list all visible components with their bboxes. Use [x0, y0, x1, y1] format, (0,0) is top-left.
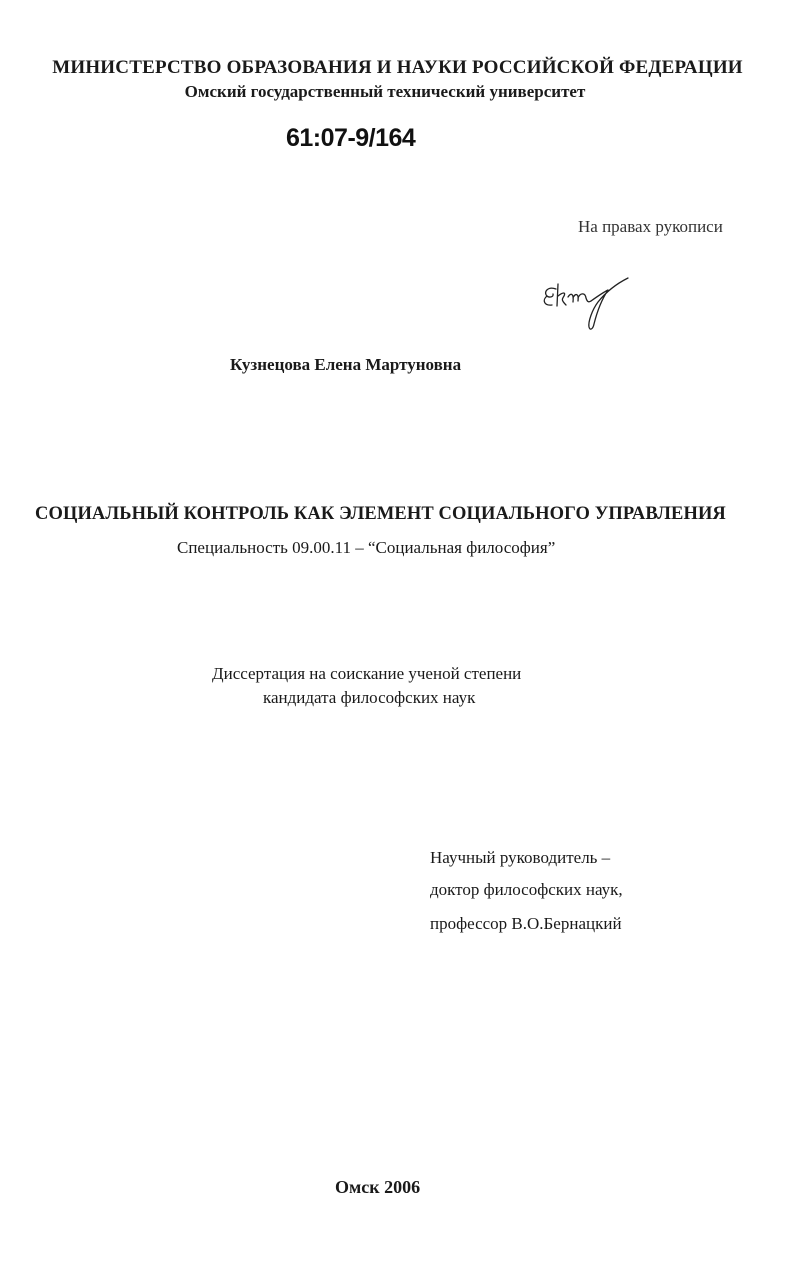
degree-line-2: кандидата философских наук: [263, 688, 476, 707]
thesis-title: СОЦИАЛЬНЫЙ КОНТРОЛЬ КАК ЭЛЕМЕНТ СОЦИАЛЬНОГО УПРАВЛЕНИЯ: [35, 504, 726, 524]
supervisor-label: Научный руководитель –: [430, 848, 611, 867]
ministry-header: МИНИСТЕРСТВО ОБРАЗОВАНИЯ И НАУКИ РОССИЙСКОЙ ФЕДЕРАЦИИ: [52, 57, 743, 78]
city-year: Омск 2006: [335, 1177, 421, 1197]
university-name: Омский государственный технический университет: [184, 82, 586, 101]
manuscript-note: На правах рукописи: [578, 217, 723, 236]
catalog-code: 61:07-9/164: [286, 124, 416, 152]
supervisor-name: профессор В.О.Бернацкий: [430, 914, 622, 933]
author-name: Кузнецова Елена Мартуновна: [230, 355, 462, 374]
handwritten-signature: [538, 272, 633, 334]
degree-line-1: Диссертация на соискание ученой степени: [212, 664, 522, 683]
specialty-line: Специальность 09.00.11 – “Социальная философия”: [177, 538, 556, 557]
supervisor-degree: доктор философских наук,: [430, 880, 623, 899]
